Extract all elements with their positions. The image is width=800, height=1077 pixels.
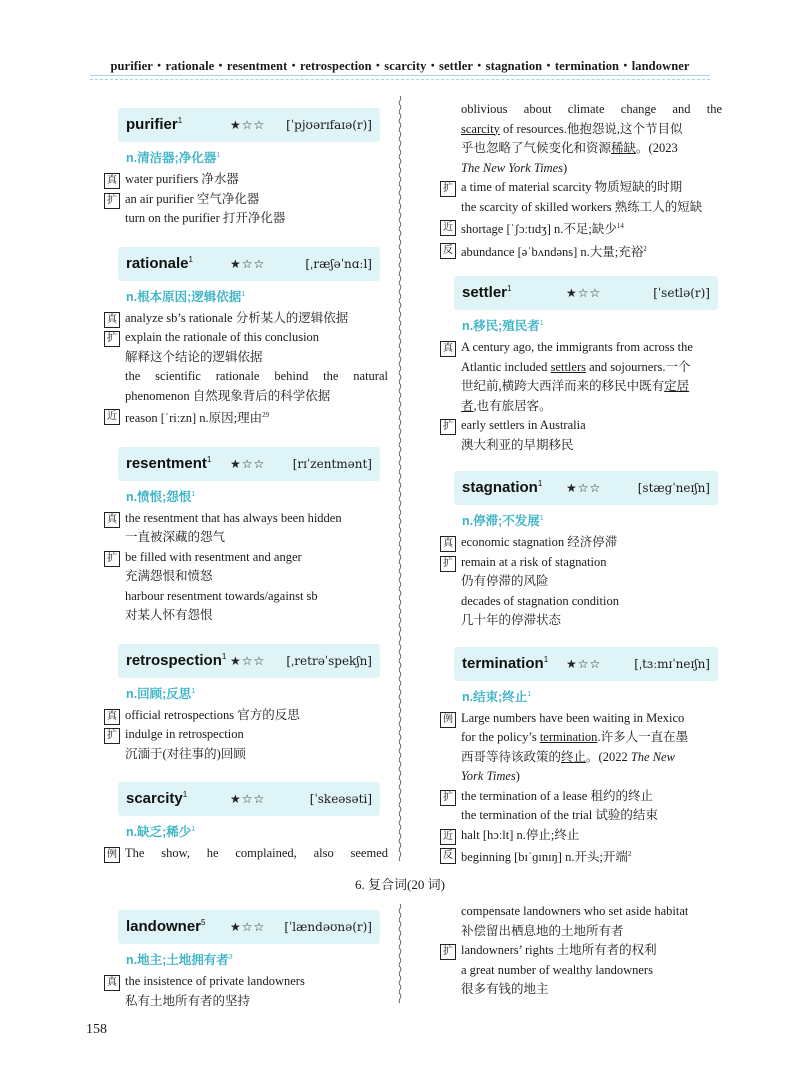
example: remain at a risk of stagnation <box>461 554 607 569</box>
entry-header <box>118 108 380 142</box>
section-title: 6. 复合词(20 词) <box>355 877 445 892</box>
synonym: reason [ˈriːzn] n.原因;理由$^{29}$ <box>125 411 270 426</box>
entry-header <box>118 782 380 816</box>
phonetic: [ˈsetlə(r)] <box>653 286 710 301</box>
example: 世纪前,横跨大西洋而来的移民中既有定居 <box>461 379 690 394</box>
entry-settler <box>440 276 722 455</box>
part-of-speech: n.移民;殖民者$^1$ <box>462 319 544 334</box>
example: oblivious about climate change and the <box>461 102 722 116</box>
example: decades of stagnation condition <box>461 593 619 608</box>
headword: rationale$^1$ <box>126 254 193 272</box>
tag-kuo-icon: 扩 <box>440 556 456 572</box>
star-rating: ★☆☆ <box>230 456 266 471</box>
example: the scarcity of skilled workers 熟练工人的短缺 <box>461 199 703 214</box>
star-rating: ★☆☆ <box>230 920 266 934</box>
tag-li-icon: 例 <box>440 712 456 728</box>
example: an air purifier 空气净化器 <box>125 191 260 206</box>
tag-zhen-icon: 真 <box>104 512 120 528</box>
example: Large numbers have been waiting in Mexico <box>461 710 685 725</box>
example: A century ago, the immigrants from across the <box>461 340 693 355</box>
example: landowners’ rights 土地所有者的权利 <box>461 943 657 957</box>
right-column <box>440 100 722 868</box>
phonetic: [ˈlændəʊnə(r)] <box>284 920 372 934</box>
part-of-speech: n.清洁器;净化器$^1$ <box>126 151 221 165</box>
part-of-speech: n.缺乏;稀少$^1$ <box>126 825 196 840</box>
tag-fan-icon: 反 <box>440 848 456 864</box>
entry-header <box>454 471 718 505</box>
headword: retrospection$^1$ <box>126 651 227 669</box>
example: be filled with resentment and anger <box>125 549 302 564</box>
example: compensate landowners who set aside habitat <box>461 904 689 918</box>
antonym: abundance [əˈbʌndəns] n.大量;充裕$^2$ <box>461 244 647 259</box>
tag-li-icon: 例 <box>104 847 120 863</box>
tag-kuo-icon: 扩 <box>104 193 120 209</box>
star-rating: ★☆☆ <box>230 256 266 271</box>
example: early settlers in Australia <box>461 418 586 433</box>
tag-zhen-icon: 真 <box>440 341 456 357</box>
example: the termination of the trial 试验的结束 <box>461 808 658 823</box>
example: phenomenon 自然现象背后的科学依据 <box>125 388 331 403</box>
part-of-speech: n.停滞;不发展$^1$ <box>462 514 544 529</box>
headword: landowner$^5$ <box>126 918 206 935</box>
star-rating: ★☆☆ <box>230 118 266 132</box>
example: 对某人怀有怨恨 <box>125 608 213 623</box>
example: 充满怨恨和愤怒 <box>125 569 213 584</box>
example: explain the rationale of this conclusion <box>125 330 320 344</box>
example: harbour resentment towards/against sb <box>125 588 318 603</box>
example: analyze sb’s rationale 分析某人的逻辑依据 <box>125 310 349 325</box>
entry-stagnation <box>440 471 722 631</box>
example: a great number of wealthy landowners <box>461 962 653 977</box>
example: 西哥等待该政策的终止。(2022 The New <box>461 749 675 764</box>
example: 补偿留出栖息地的土地所有者 <box>461 923 624 938</box>
part-of-speech: n.根本原因;逻辑依据$^1$ <box>126 289 246 304</box>
star-rating: ★☆☆ <box>566 286 602 301</box>
example: a time of material scarcity 物质短缺的时期 <box>461 180 683 194</box>
headword: purifier$^1$ <box>126 116 183 133</box>
headword: termination$^1$ <box>462 654 549 672</box>
tag-kuo-icon: 扩 <box>440 181 456 197</box>
example: the termination of a lease 租约的终止 <box>461 788 653 803</box>
example: 很多有钱的地主 <box>461 982 549 996</box>
entry-header <box>118 247 380 281</box>
example: for the policy’s termination.许多人一直在墨 <box>461 730 689 745</box>
part-of-speech: n.愤恨;怨恨$^1$ <box>126 489 196 504</box>
entry-header <box>454 276 718 310</box>
example: the scientific rationale behind the natural <box>125 369 388 383</box>
example: water purifiers 净水器 <box>125 172 239 186</box>
synonym: halt [hɔːlt] n.停止;终止 <box>461 827 580 842</box>
example: 仍有停滞的风险 <box>461 574 549 589</box>
tag-kuo-icon: 扩 <box>104 331 120 347</box>
example: 一直被深藏的怨气 <box>125 530 226 545</box>
example: 几十年的停滞状态 <box>461 613 562 628</box>
headword: resentment$^1$ <box>126 454 212 472</box>
example: Atlantic included settlers and sojourners.一个 <box>461 359 691 374</box>
tag-jin-icon: 近 <box>440 220 456 236</box>
phonetic: [ˌretrəˈspekʃn] <box>286 653 372 668</box>
example: 私有土地所有者的坚持 <box>125 993 251 1008</box>
entry-scarcity <box>104 782 388 864</box>
entry-resentment <box>104 447 388 626</box>
example: the resentment that has always been hidden <box>125 510 342 525</box>
entry-rationale <box>104 247 388 429</box>
part-of-speech: n.地主;土地拥有者$^3$ <box>126 953 233 967</box>
column-divider-bottom <box>397 904 403 1004</box>
phonetic: [rɪˈzentmənt] <box>292 456 372 471</box>
example: turn on the purifier 打开净化器 <box>125 211 286 225</box>
tag-zhen-icon: 真 <box>104 709 120 725</box>
example: the insistence of private landowners <box>125 974 305 988</box>
part-of-speech: n.结束;终止$^1$ <box>462 689 532 704</box>
tag-zhen-icon: 真 <box>440 536 456 552</box>
star-rating: ★☆☆ <box>566 656 602 671</box>
phonetic: [ˈpjʊərɪfaɪə(r)] <box>286 118 372 132</box>
tag-zhen-icon: 真 <box>104 975 120 991</box>
source: The New York Times) <box>461 160 568 175</box>
antonym: beginning [bɪˈɡɪnɪŋ] n.开头;开端$^2$ <box>461 850 632 865</box>
source: York Times) <box>461 769 520 784</box>
entry-header <box>118 447 380 481</box>
part-of-speech: n.回顾;反思$^1$ <box>126 686 196 701</box>
tag-jin-icon: 近 <box>440 829 456 845</box>
synonym: shortage [ˈʃɔːtɪdʒ] n.不足;缺少$^{14}$ <box>461 222 624 237</box>
headword: stagnation$^1$ <box>462 479 543 497</box>
example: The show, he complained, also seemed <box>125 846 388 861</box>
tag-kuo-icon: 扩 <box>440 419 456 435</box>
entry-landowner <box>104 910 388 1011</box>
example: 乎也忽略了气候变化和资源稀缺。(2023 <box>461 141 678 155</box>
tag-kuo-icon: 扩 <box>440 944 456 960</box>
tag-zhen-icon: 真 <box>104 173 120 189</box>
headword: settler$^1$ <box>462 284 512 302</box>
phonetic: [stægˈneɪʃn] <box>637 481 710 496</box>
tag-zhen-icon: 真 <box>104 312 120 328</box>
entry-header <box>118 910 380 944</box>
tag-kuo-icon: 扩 <box>104 551 120 567</box>
phonetic: [ˌtɜːmɪˈneɪʃn] <box>634 656 710 671</box>
entry-scarcity-continued <box>440 100 722 262</box>
tag-fan-icon: 反 <box>440 243 456 259</box>
example: 者,也有旅居客。 <box>461 398 552 413</box>
column-divider-top <box>397 96 403 864</box>
entry-header <box>454 647 718 681</box>
star-rating: ★☆☆ <box>566 481 602 496</box>
entry-retrospection <box>104 644 388 765</box>
star-rating: ★☆☆ <box>230 792 266 807</box>
phonetic: [ˌræʃəˈnɑːl] <box>305 256 372 271</box>
bottom-right-column <box>440 902 722 1000</box>
left-column <box>104 96 388 864</box>
headword: scarcity$^1$ <box>126 790 188 808</box>
example: scarcity of resources.他抱怨说,这个节目似 <box>461 121 683 136</box>
page-number: 158 <box>86 1022 107 1037</box>
example: 澳大利亚的早期移民 <box>461 437 574 452</box>
example: 解释这个结论的逻辑依据 <box>125 349 263 364</box>
example: indulge in retrospection <box>125 727 244 742</box>
example: 沉湎于(对往事的)回顾 <box>125 746 246 761</box>
star-rating: ★☆☆ <box>230 653 266 668</box>
phonetic: [ˈskeəsəti] <box>309 792 372 807</box>
example: economic stagnation 经济停滞 <box>461 535 618 550</box>
header-title: purifier・rationale・resentment・retrospection・scarcity・settler・stagnation・termination・landowner <box>110 59 690 73</box>
entry-header <box>118 644 380 678</box>
example: official retrospections 官方的反思 <box>125 707 300 722</box>
tag-jin-icon: 近 <box>104 409 120 425</box>
tag-kuo-icon: 扩 <box>104 728 120 744</box>
header-rule <box>90 75 710 81</box>
bottom-left-column <box>104 898 388 1011</box>
entry-termination <box>440 647 722 868</box>
entry-purifier <box>104 108 388 229</box>
tag-kuo-icon: 扩 <box>440 790 456 806</box>
